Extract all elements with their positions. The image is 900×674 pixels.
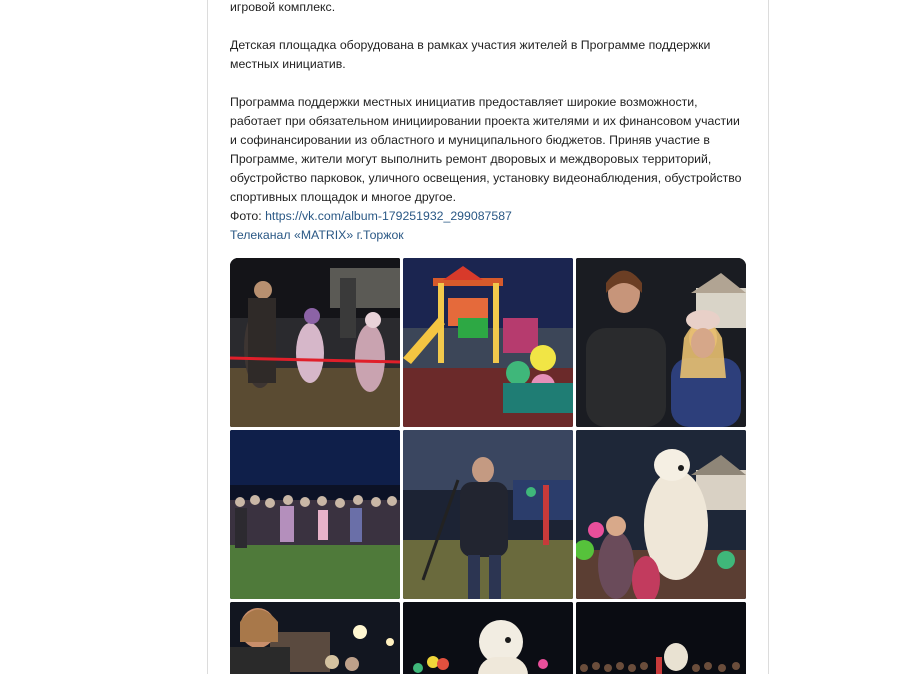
man-microphone-image — [403, 430, 573, 599]
playground-image — [403, 258, 573, 427]
photo-playground[interactable] — [403, 258, 573, 427]
night-crowd-mascot-image — [576, 602, 746, 674]
woman-lights-image — [230, 602, 400, 674]
album-link[interactable]: https://vk.com/album-179251932_299087587 — [265, 209, 512, 223]
photo-woman-lights[interactable] — [230, 602, 400, 674]
post-card — [207, 0, 769, 674]
photo-bear-mascot-children[interactable] — [576, 430, 746, 599]
crowd-night-image — [230, 430, 400, 599]
photo-man-microphone[interactable] — [403, 430, 573, 599]
post-paragraph-1: Детская площадка оборудована в рамках участия жителей в Программе поддержки местных инициатив. — [230, 38, 711, 71]
post-text — [230, 0, 750, 245]
woman-and-girl-image — [576, 258, 746, 427]
photo-ribbon-cutting[interactable] — [230, 258, 400, 427]
ribbon-cutting-image — [230, 258, 400, 427]
bear-mascot-crowd-image — [403, 602, 573, 674]
photo-source-line — [230, 207, 750, 226]
photo-night-crowd-mascot[interactable] — [576, 602, 746, 674]
photo-label: Фото: — [230, 209, 266, 223]
channel-link[interactable]: Телеканал «MATRIX» г.Торжок — [230, 228, 404, 242]
post-line-top: игровой комплекс. — [230, 0, 336, 14]
photo-gallery — [230, 258, 746, 674]
photo-bear-mascot-crowd[interactable] — [403, 602, 573, 674]
post-paragraph-2: Программа поддержки местных инициатив предоставляет широкие возможности, работает при обязательном инициировании проекта жителями и их финансовом участии и софинансировании из областного и муниципального бюджетов. Приняв участие в Программе, жители могут выполнить ремонт дворовых и междворовых территорий, обустройство парковок, уличного освещения, установку видеонаблюдения, обустройство спортивных площадок и многое другое. — [230, 95, 742, 204]
photo-woman-and-girl[interactable] — [576, 258, 746, 427]
bear-mascot-children-image — [576, 430, 746, 599]
photo-crowd-night[interactable] — [230, 430, 400, 599]
